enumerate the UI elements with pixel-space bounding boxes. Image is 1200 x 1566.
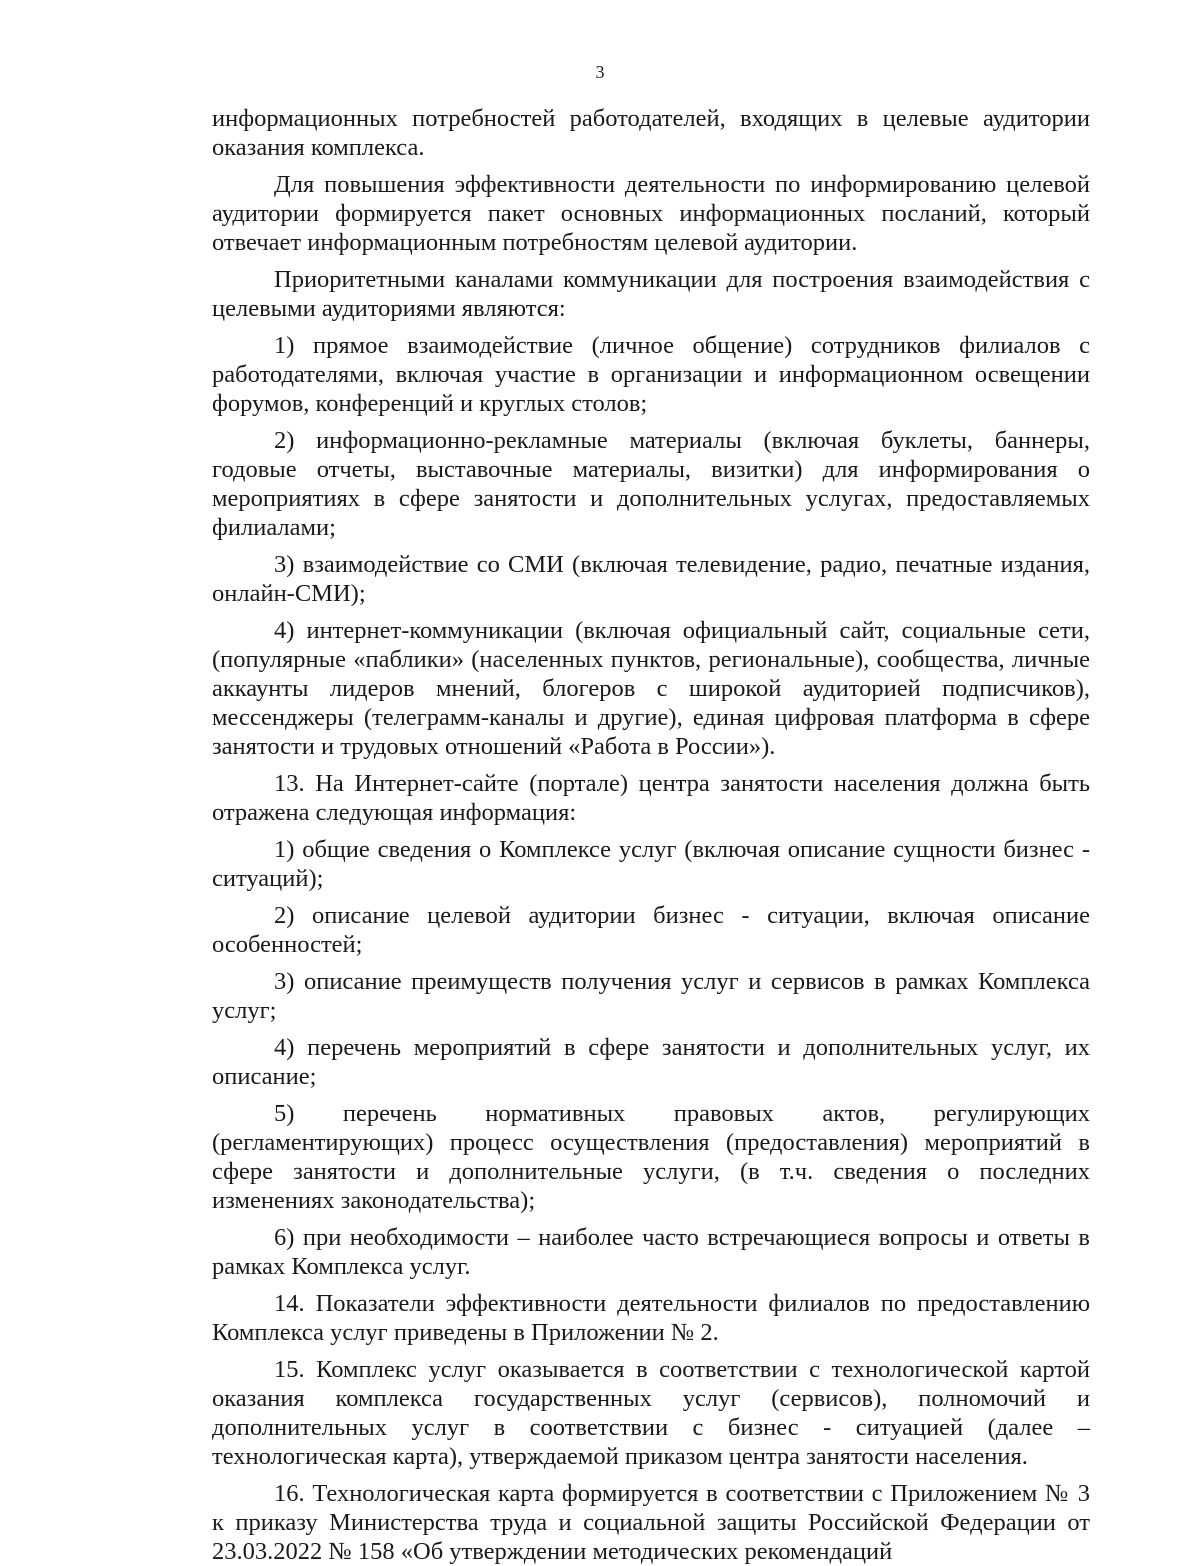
paragraph-section-13: 13. На Интернет-сайте (портале) центра занятости населения должна быть отражена следующая информация: xyxy=(212,770,1090,826)
document-body xyxy=(212,104,1090,1566)
list-item-legal-acts: 5) перечень нормативных правовых актов, регулирующих (регламентирующих) процесс осуществления (предоставления) мероприятий в сфере занятости и дополнительные услуги, (в т.ч. сведения о последних изменениях законодательства); xyxy=(212,1100,1090,1214)
page-number: 3 xyxy=(595,62,605,82)
list-item-internet-communications: 4) интернет-коммуникации (включая официальный сайт, социальные сети, (популярные «паблики» (населенных пунктов, региональные), сообщества, личные аккаунты лидеров мнений, блогеров с широкой аудиторией подписчиков), мессенджеры (телеграмм-каналы и другие), единая цифровая платформа в сфере занятости и трудовых отношений «Работа в России»). xyxy=(212,617,1090,760)
list-item-events-list: 4) перечень мероприятий в сфере занятости и дополнительных услуг, их описание; xyxy=(212,1034,1090,1090)
list-item-advertising-materials: 2) информационно-рекламные материалы (включая буклеты, баннеры, годовые отчеты, выставочные материалы, визитки) для информирования о мероприятиях в сфере занятости и дополнительных услугах, предоставляемых филиалами; xyxy=(212,427,1090,541)
paragraph-priority-channels: Приоритетными каналами коммуникации для построения взаимодействия с целевыми аудиториями являются: xyxy=(212,266,1090,322)
list-item-media-interaction: 3) взаимодействие со СМИ (включая телевидение, радио, печатные издания, онлайн-СМИ); xyxy=(212,551,1090,607)
paragraph-section-14: 14. Показатели эффективности деятельности филиалов по предоставлению Комплекса услуг приведены в Приложении № 2. xyxy=(212,1290,1090,1346)
paragraph-section-15: 15. Комплекс услуг оказывается в соответствии с технологической картой оказания комплекса государственных услуг (сервисов), полномочий и дополнительных услуг в соответствии с бизнес - ситуацией (далее – технологическая карта), утверждаемой приказом центра занятости населения. xyxy=(212,1356,1090,1470)
paragraph-info-messages: Для повышения эффективности деятельности по информированию целевой аудитории формируется пакет основных информационных посланий, который отвечает информационным потребностям целевой аудитории. xyxy=(212,171,1090,256)
list-item-direct-interaction: 1) прямое взаимодействие (личное общение) сотрудников филиалов с работодателями, включая участие в организации и информационном освещении форумов, конференций и круглых столов; xyxy=(212,332,1090,417)
list-item-target-audience: 2) описание целевой аудитории бизнес - ситуации, включая описание особенностей; xyxy=(212,902,1090,958)
paragraph-continuation: информационных потребностей работодателей, входящих в целевые аудитории оказания комплекса. xyxy=(212,105,1090,161)
list-item-faq: 6) при необходимости – наиболее часто встречающиеся вопросы и ответы в рамках Комплекса услуг. xyxy=(212,1224,1090,1280)
list-item-general-info: 1) общие сведения о Комплексе услуг (включая описание сущности бизнес - ситуаций); xyxy=(212,836,1090,892)
paragraph-section-16: 16. Технологическая карта формируется в соответствии с Приложением № 3 к приказу Министерства труда и социальной защиты Российской Федерации от 23.03.2022 № 158 «Об утверждении методических рекомендаций xyxy=(212,1480,1090,1565)
list-item-advantages: 3) описание преимуществ получения услуг и сервисов в рамках Комплекса услуг; xyxy=(212,968,1090,1024)
